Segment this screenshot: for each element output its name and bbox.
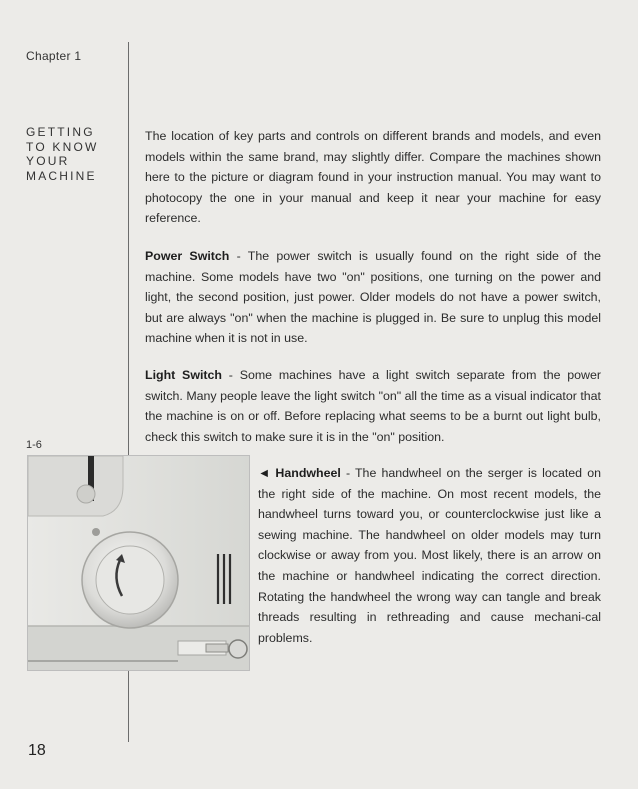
light-switch-paragraph [145, 365, 601, 447]
section-title-line: GETTING [26, 125, 95, 139]
page-number: 18 [28, 742, 46, 759]
light-switch-text: - Some machines have a light switch separate from the power switch. Many people leave the light switch "on" all the time as a visual indicator that the machine is on or off. Before replacing what seems to be a burnt out light bulb, check this switch to make sure it is in the "on" position. [145, 368, 602, 444]
handwheel-pointer-icon: ◄ [258, 466, 271, 480]
power-switch-text: - The power switch is usually found on the right side of the machine. Some models have two "on" positions, one turning on the power and light, the second position, just power. Older models do not have a power switch, but are always "on" when the machine is plugged in. Be sure to unplug this model machine when it is not in use. [145, 249, 601, 346]
figure-number: 1-6 [26, 439, 42, 451]
section-title-line: YOUR [26, 154, 70, 168]
handwheel-text: - The handwheel on the serger is located on the right side of the machine. On most recent models, the handwheel turns toward you, or counterclockwise just like a sewing machine. The handwheel on older models may turn clockwise or away from you. Most likely, there is an arrow on the machine or handwheel indicating the correct direction. Rotating the handwheel the wrong way can tangle and break threads resulting in rethreading and cause mechani-cal problems. [258, 466, 601, 645]
handwheel-heading: Handwheel [275, 466, 341, 480]
chapter-label: Chapter 1 [26, 49, 82, 63]
intro-paragraph: The location of key parts and controls on different brands and models, and even models within the same brand, may slightly differ. Compare the machines shown here to the picture or diagram found in your instruction manual. You may want to photocopy the one in your manual and keep it near your machine for easy reference. [145, 129, 601, 226]
handwheel-paragraph [258, 463, 601, 648]
power-switch-heading: Power Switch [145, 249, 230, 263]
section-title-line: TO KNOW [26, 139, 99, 154]
light-switch-heading: Light Switch [145, 368, 222, 382]
section-title-line: MACHINE [26, 168, 97, 183]
section-title [26, 125, 126, 183]
handwheel-photo [27, 455, 250, 671]
power-switch-paragraph [145, 246, 601, 349]
serger-handwheel-illustration [28, 456, 249, 670]
